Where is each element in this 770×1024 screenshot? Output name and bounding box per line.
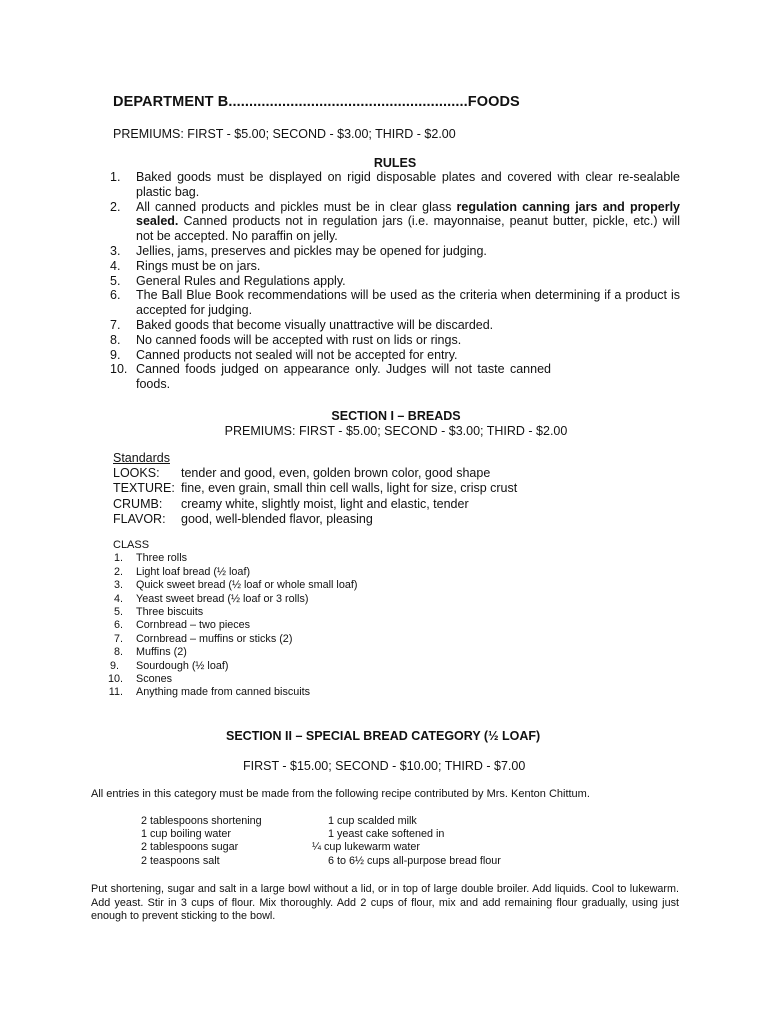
class-item: 6. Cornbread – two pieces <box>113 619 251 632</box>
class-item: 3. Quick sweet bread (½ loaf or whole small loaf) <box>113 579 358 592</box>
rule-item: 4. Rings must be on jars. <box>110 258 261 273</box>
class-item: 10. Scones <box>107 673 173 686</box>
rule-emphasis: regulation canning jars and properly sealed. <box>136 199 680 229</box>
ingredient: ¼ cup lukewarm water <box>312 841 421 854</box>
section2-premiums: FIRST - $15.00; SECOND - $10.00; THIRD - $7.00 <box>243 759 526 773</box>
section2-intro: All entries in this category must be made from the following recipe contributed by Mrs. Kenton Chittum. <box>91 788 590 800</box>
ingredient: 6 to 6½ cups all-purpose bread flour <box>328 854 501 867</box>
ingredient: 2 tablespoons sugar <box>141 841 239 854</box>
standard-row: LOOKS: tender and good, even, golden brown color, good shape <box>113 466 491 481</box>
class-item: 5. Three biscuits <box>113 606 204 619</box>
ingredient: 2 tablespoons shortening <box>141 815 262 827</box>
ingredient: 1 cup scalded milk <box>328 815 417 827</box>
standard-row: FLAVOR: good, well-blended flavor, pleasing <box>113 511 373 526</box>
rule-item: 6. The Ball Blue Book recommendations will be used as the criteria when determining if a product is accepted for judging. <box>110 288 680 318</box>
rules-list <box>110 170 680 392</box>
rule-item: 2. All canned products and pickles must be in clear glass regulation canning jars and properly sealed. Canned products not in regulation jars (i.e. mayonnaise, peanut butter, pickle, etc.) will not be accepted. No paraffin on jelly. <box>110 199 680 244</box>
class-item: 4. Yeast sweet bread (½ loaf or 3 rolls) <box>113 592 309 605</box>
recipe-instructions: Put shortening, sugar and salt in a large bowl without a lid, or in top of large double broiler. Add liquids. Cool to lukewarm. Add yeast. Stir in 3 cups of flour. Mix thoroughly. Add 2 cups of flour, mix and add remaining flour gradually, using just enough to prevent sticking to the bowl. <box>91 883 679 923</box>
rule-item: 9. Canned products not sealed will not be accepted for entry. <box>110 347 458 362</box>
rule-item: 7. Baked goods that become visually unattractive will be discarded. <box>110 317 494 332</box>
department-premiums: PREMIUMS: FIRST - $5.00; SECOND - $3.00; THIRD - $2.00 <box>113 127 456 141</box>
ingredient: 1 yeast cake softened in <box>328 828 445 841</box>
standard-row: TEXTURE: fine, even grain, small thin cell walls, light for size, crisp crust <box>113 481 518 496</box>
section1-premiums: PREMIUMS: FIRST - $5.00; SECOND - $3.00; THIRD - $2.00 <box>224 424 568 438</box>
rule-item: 5. General Rules and Regulations apply. <box>110 273 346 288</box>
ingredient: 1 cup boiling water <box>141 828 232 841</box>
rule-item: 3. Jellies, jams, preserves and pickles may be opened for judging. <box>110 243 487 258</box>
class-list <box>100 539 500 700</box>
standards-label: Standards <box>113 451 170 465</box>
class-item: 7. Cornbread – muffins or sticks (2) <box>113 632 293 645</box>
class-item: 2. Light loaf bread (½ loaf) <box>113 565 251 578</box>
rule-item: 8. No canned foods will be accepted with rust on lids or rings. <box>110 332 462 347</box>
class-item: 1. Three rolls <box>113 552 188 565</box>
section1-title: SECTION I – BREADS <box>331 409 461 423</box>
rule-item: 1. Baked goods must be displayed on rigid disposable plates and covered with clear re-sealable plastic bag. <box>110 170 680 199</box>
ingredient: 2 teaspoons salt <box>141 854 220 867</box>
rule-item: 10. Canned foods judged on appearance only. Judges will not taste canned foods. <box>110 362 551 392</box>
class-item: 11. Anything made from canned biscuits <box>108 686 311 699</box>
ingredients-left <box>141 815 311 868</box>
class-label: CLASS <box>113 539 150 551</box>
rules-title: RULES <box>373 156 417 170</box>
section2-title: SECTION II – SPECIAL BREAD CATEGORY (½ LOAF) <box>226 729 541 743</box>
class-item: 8. Muffins (2) <box>113 646 187 659</box>
ingredients-right <box>312 815 552 868</box>
department-heading: DEPARTMENT B..........................................................FOODS <box>113 94 520 110</box>
class-item: 9. Sourdough (½ loaf) <box>109 659 229 672</box>
standards-block <box>113 451 673 527</box>
standard-row: CRUMB: creamy white, slightly moist, light and elastic, tender <box>113 496 469 511</box>
